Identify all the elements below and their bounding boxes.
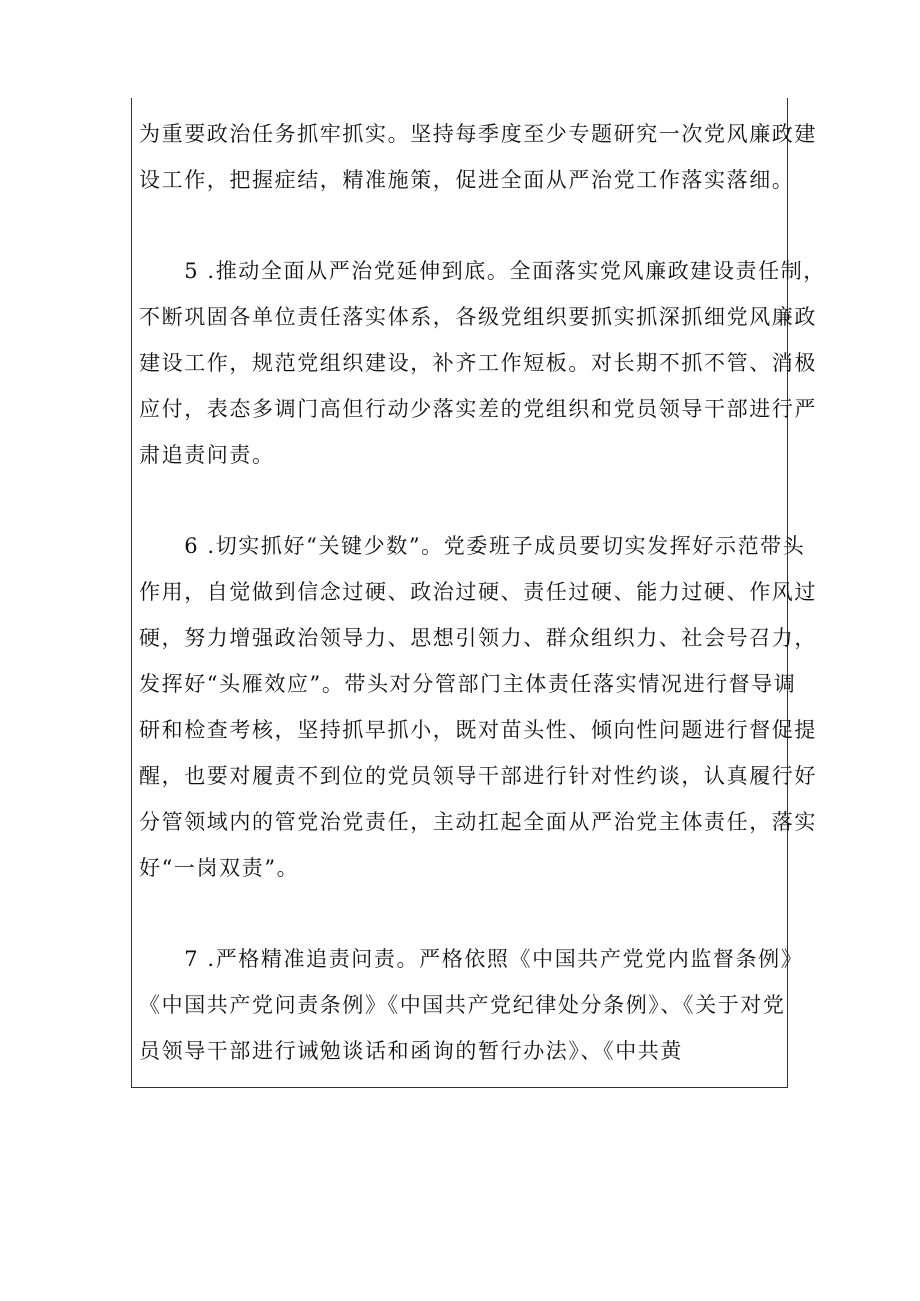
text-line: 作用，自觉做到信念过硬、政治过硬、责任过硬、能力过硬、作风过 [139, 580, 817, 604]
paragraph-gap [139, 478, 789, 523]
document-body [139, 111, 826, 1074]
text-line: 发挥好“头雁效应”。带头对分管部门主体责任落实情况进行督导调 [139, 672, 797, 696]
text-line: 7 .严格精准追责问责。严格依照《中国共产党党内监督条例》 [139, 947, 804, 971]
text-line: 好“一岗双责”。 [139, 856, 300, 880]
text-line: 不断巩固各单位责任落实体系，各级党组织要抓实抓深抓细党风廉政 [139, 305, 817, 329]
paragraph-4 [139, 936, 804, 1074]
text-line: 分管领域内的管党治党责任，主动扛起全面从严治党主体责任，落实 [139, 810, 817, 834]
text-line: 《中国共产党问责条例》《中国共产党纪律处分条例》、《关于对党 [139, 993, 786, 1017]
text-line: 硬，努力增强政治领导力、思想引领力、群众组织力、社会号召力， [139, 626, 817, 650]
text-line: 设工作，把握症结，精准施策，促进全面从严治党工作落实落细。 [139, 168, 795, 192]
paragraph-3 [139, 523, 817, 891]
paragraph-gap [139, 203, 789, 248]
paragraph-2 [139, 248, 826, 478]
paragraph-gap [139, 891, 789, 936]
text-line: 6 .切实抓好“关键少数”。党委班子成员要切实发挥好示范带头 [139, 534, 806, 558]
text-line: 肃追责问责。 [139, 443, 275, 467]
text-line: 员领导干部进行诫勉谈话和函询的暂行办法》、《中共黄 [139, 1039, 683, 1063]
paragraph-1 [139, 111, 817, 203]
text-line: 醒，也要对履责不到位的党员领导干部进行针对性约谈，认真履行好 [139, 764, 817, 788]
text-line: 应付，表态多调门高但行动少落实差的党组织和党员领导干部进行严 [139, 397, 817, 421]
text-line: 5 .推动全面从严治党延伸到底。全面落实党风廉政建设责任制， [139, 259, 826, 283]
text-line: 研和检查考核，坚持抓早抓小，既对苗头性、倾向性问题进行督促提 [139, 718, 817, 742]
text-line: 建设工作，规范党组织建设，补齐工作短板。对长期不抓不管、消极 [139, 351, 817, 375]
text-line: 为重要政治任务抓牢抓实。坚持每季度至少专题研究一次党风廉政建 [139, 122, 817, 146]
